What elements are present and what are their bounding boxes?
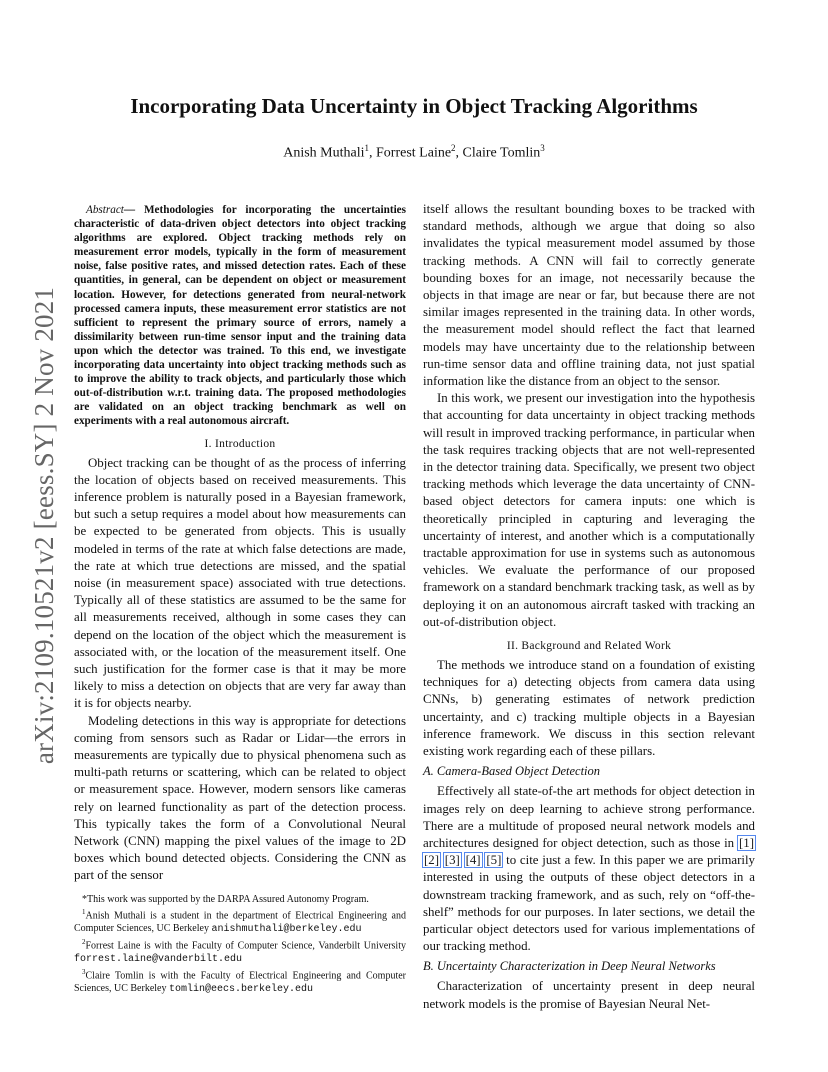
author-list [60, 143, 768, 162]
footnote-mark: 3 [82, 968, 86, 977]
section-heading-background: II. Background and Related Work [506, 640, 672, 653]
intro-paragraph-4: In this work, we present our investigation into the hypothesis that accounting for data uncertainty in object tracking methods will result in improved tracking performance, in particular when the task requires tracking objects that are not well-represented in the detector training data. Specifically, we present two object tracking methods which leverage the data uncertainty of CNN-based object detectors for camera inputs: one which is theoretically principled in capturing and leveraging the uncertainty of interest, and another which is a computationally tractable approximation for use in systems such as autonomous vehicles. We evaluate the performance of our proposed framework on a standard benchmark tracking task, as well as by deploying it on an autonomous aircraft tasked with tracking an out-of-distribution object. [423, 391, 755, 629]
citation-link[interactable]: [1] [738, 835, 754, 850]
camera-detection-paragraph [423, 783, 755, 955]
author-separator: , [369, 145, 377, 161]
citation-link[interactable]: [2] [424, 853, 440, 868]
intro-paragraph-1: Object tracking can be thought of as the process of inferring the location of objects based on received measurements. This inference problem is naturally posed in a Bayesian framework, but such a setup requires a model about how measurements can be expected to be generated from objects. This is usually modeled in terms of the rate at which false detections are made, the rate at which true detections are missed, and the spatial noise (in measurement space) associated with true detections. Typically all of these statistics are assumed to be the same for all measurements received, although in some cases they can depend on the location of the object which the measurement is associated with, or the location of the measurement itself. One such justification for the former case is that it may be more likely to miss a detection on objects that are very far away than it is for objects nearby. [74, 455, 406, 711]
subsection-heading-camera-detection: A. Camera-Based Object Detection [423, 764, 601, 779]
author-name: Forrest Laine [376, 145, 452, 161]
author-separator: , [455, 145, 463, 161]
citation-link[interactable]: [4] [465, 853, 481, 868]
right-column [423, 201, 755, 1013]
paragraph-text: Effectively all state-of-the art methods for object detection in images rely on deep learning to achieve strong performance. There are a multitude of proposed neural network models and architectures designed for object detection, such as those in [423, 784, 755, 850]
paper-title: Incorporating Data Uncertainty in Object Tracking Algorithms [130, 94, 698, 118]
email-address: anishmuthali@berkeley.edu [211, 923, 362, 935]
email-address: forrest.laine@vanderbilt.edu [74, 953, 243, 965]
background-paragraph: The methods we introduce stand on a foundation of existing techniques for a) detecting objects from camera data using CNNs, b) generating estimates of network prediction uncertainty, and c) tracking multiple objects in a Bayesian inference framework. We discuss in this section relevant existing work regarding each of these pillars. [423, 658, 755, 759]
author-name: Claire Tomlin [462, 145, 541, 161]
abstract-text: Methodologies for incorporating the uncertainties characteristic of data-driven object detectors into object tracking algorithms are explored. Object tracking methods rely on measurement error models, typically in the form of measurement noise, false positive rates, and missed detection rates. Each of these quantities, in general, can be dependent on object or measurement location. However, for detections generated from neural-network processed camera inputs, these measurement error statistics are not sufficient to represent the primary source of errors, namely a dissimilarity between run-time sensor input and the training data upon which the detector was trained. To this end, we investigate incorporating data uncertainty into object tracking methods such as to improve the ability to track objects, and particularly those which out-of-distribution w.r.t. training data. The proposed methodologies are validated on an object tracking benchmark as well on experiments with a real autonomous aircraft. [74, 204, 407, 428]
abstract-label: Abstract [86, 204, 124, 216]
arxiv-id-text: arXiv:2109.10521v2 [eess.SY] 2 Nov 2021 [29, 286, 60, 764]
left-column [74, 203, 406, 885]
footnote-text: Forrest Laine is with the Faculty of Computer Science, Vanderbilt University [85, 940, 406, 952]
arxiv-identifier [24, 285, 66, 765]
footnote-author-1 [74, 906, 406, 936]
uncertainty-paragraph: Characterization of uncertainty present in deep neural network models is the promise of Bayesian Neural Net- [423, 979, 755, 1011]
abstract-dash: — [123, 204, 144, 216]
intro-paragraph-2: Modeling detections in this way is appropriate for detections coming from sensors such as Radar or Lidar—the errors in measurements are typically due to physical phenomena such as multi-path returns or scattering, which can be related to object or measurement space. However, modern sensors like cameras rely on learned functionality as part of the detection process. This typically takes the form of a Convolutional Neural Network (CNN) mapping the pixel values of the image to 2D boxes which bound detected objects. Considering the CNN as part of the sensor [74, 713, 406, 883]
footnote-funding: *This work was supported by the DARPA Assured Autonomy Program. [82, 894, 369, 905]
footnote-text: Anish Muthali is a student in the department of Electrical Engineering and Computer Sciences, UC Berkeley [74, 910, 406, 934]
author-mark: 2 [451, 143, 456, 153]
author-mark: 3 [540, 143, 545, 153]
footnote-author-2 [74, 936, 406, 966]
abstract [74, 203, 406, 429]
intro-paragraph-3: itself allows the resultant bounding boxes to be tracked with standard methods, although we argue that doing so also invalidates the typical measurement model assumed by those tracking methods. A CNN will fail to correctly generate bounding boxes for an image, not necessarily because the objects in that image are near or far, but because there are not similar images represented in the training data. In other words, the measurement model should reflect the fact that learned models may have uncertainty due to the relationship between run-time sensor data and offline training data, not just spatial information like the distance from an object to the sensor. [423, 202, 755, 389]
paragraph-text: to cite just a few. In this paper we are primarily interested in using the outputs of these object detectors in a downstream tracking framework, and as such, rely on “off-the-shelf” methods for our purposes. In later sections, we detail the particular object detectors used for various implementations of our tracking method. [423, 853, 755, 954]
footnote-author-3 [74, 966, 406, 996]
author-name: Anish Muthali [283, 145, 365, 161]
section-heading-introduction: I. Introduction [204, 437, 276, 450]
subsection-heading-uncertainty: B. Uncertainty Characterization in Deep Neural Networks [423, 959, 716, 974]
footnote-text: Claire Tomlin is with the Faculty of Electrical Engineering and Computer Sciences, UC Berkeley [74, 970, 406, 994]
footnote-mark: 1 [82, 908, 86, 917]
citation-link[interactable]: [5] [486, 853, 502, 868]
footnotes [74, 894, 406, 996]
footnote-mark: 2 [82, 938, 86, 947]
email-address: tomlin@eecs.berkeley.edu [168, 983, 314, 995]
author-mark: 1 [364, 143, 370, 153]
citation-link[interactable]: [3] [444, 853, 460, 868]
